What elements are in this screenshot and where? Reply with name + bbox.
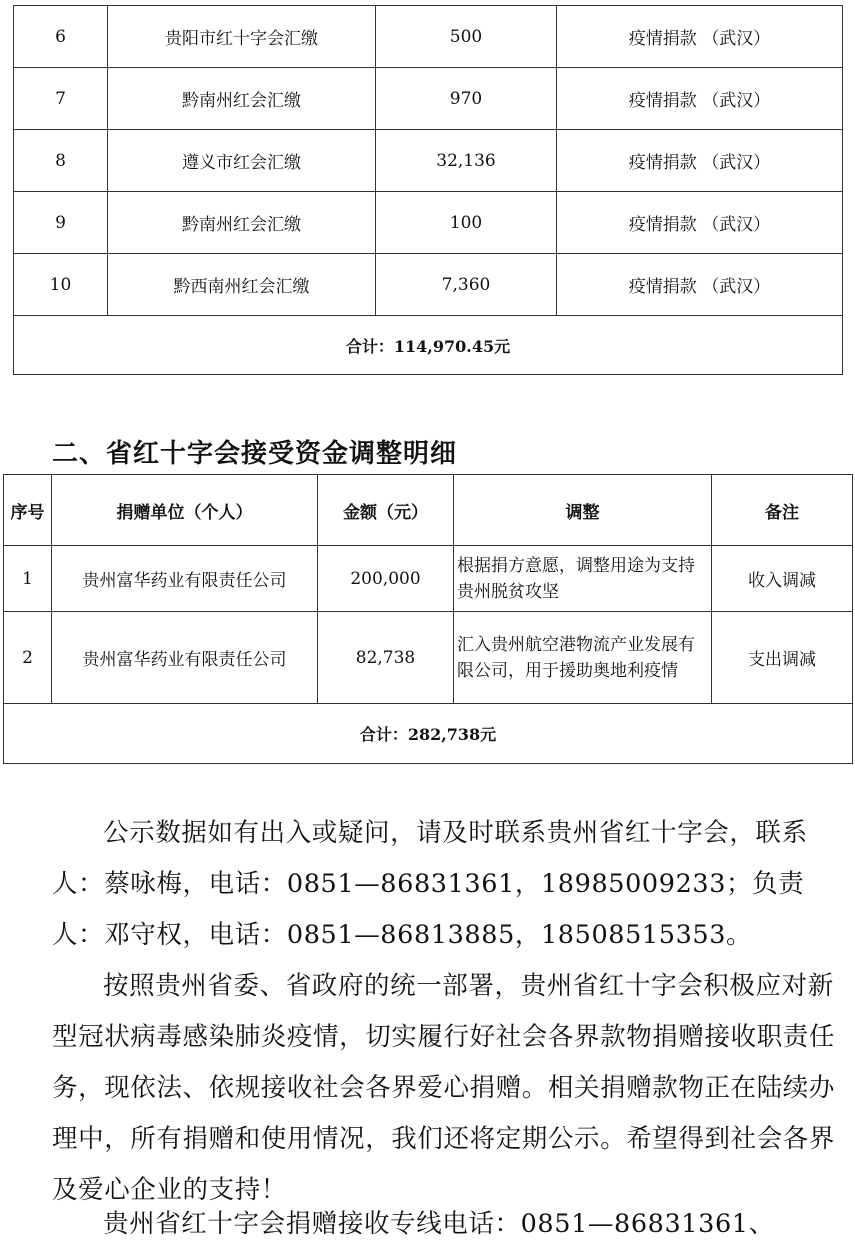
- donation-amount: 500: [376, 6, 557, 68]
- donation-purpose: 疫情捐款 （武汉）: [557, 254, 843, 316]
- donation-amount: 970: [376, 68, 557, 130]
- hotline-paragraph: 贵州省红十字会捐赠接收专线电话：0851—86831361、: [103, 1209, 775, 1239]
- donation-amount: 100: [376, 192, 557, 254]
- donor-unit: 贵州富华药业有限责任公司: [52, 612, 318, 704]
- table-row: [14, 130, 843, 192]
- donation-amount: 7,360: [376, 254, 557, 316]
- donation-purpose: 疫情捐款 （武汉）: [557, 6, 843, 68]
- donor-unit: 黔南州红会汇缴: [108, 192, 376, 254]
- adjust-description: 根据捐方意愿，调整用途为支持贵州脱贫攻坚: [454, 546, 712, 612]
- donation-table-continued: [13, 5, 843, 375]
- header-adjust: 调整: [454, 475, 712, 546]
- row-number: 8: [14, 130, 108, 192]
- header-number: 序号: [4, 475, 52, 546]
- table-row: [14, 6, 843, 68]
- table-header-row: [4, 475, 853, 546]
- header-note: 备注: [712, 475, 853, 546]
- adjust-description: 汇入贵州航空港物流产业发展有限公司，用于援助奥地利疫情: [454, 612, 712, 704]
- row-number: 1: [4, 546, 52, 612]
- header-unit: 捐赠单位（个人）: [52, 475, 318, 546]
- fund-adjustment-table: [3, 474, 853, 764]
- donor-unit: 贵阳市红十字会汇缴: [108, 6, 376, 68]
- donation-purpose: 疫情捐款 （武汉）: [557, 192, 843, 254]
- table-total-row: [4, 704, 853, 764]
- row-number: 6: [14, 6, 108, 68]
- table-row: [14, 192, 843, 254]
- donor-unit: 黔南州红会汇缴: [108, 68, 376, 130]
- table-row: [4, 546, 853, 612]
- row-number: 2: [4, 612, 52, 704]
- donation-amount: 82,738: [318, 612, 454, 704]
- adjust-note: 支出调减: [712, 612, 853, 704]
- table-row: [14, 68, 843, 130]
- donation-amount: 32,136: [376, 130, 557, 192]
- donor-unit: 贵州富华药业有限责任公司: [52, 546, 318, 612]
- total-amount: 合计：114,970.45元: [14, 316, 843, 375]
- donation-amount: 200,000: [318, 546, 454, 612]
- donation-purpose: 疫情捐款 （武汉）: [557, 68, 843, 130]
- donation-purpose: 疫情捐款 （武汉）: [557, 130, 843, 192]
- statement-paragraph: 按照贵州省委、省政府的统一部署，贵州省红十字会积极应对新型冠状病毒感染肺炎疫情，切实履行好社会各界款物捐赠接收职责任务，现依法、依规接收社会各界爱心捐赠。相关捐赠款物正在陆续办理中，所有捐赠和使用情况，我们还将定期公示。希望得到社会各界及爱心企业的支持！: [52, 971, 836, 1205]
- table-row: [14, 254, 843, 316]
- donor-unit: 黔西南州红会汇缴: [108, 254, 376, 316]
- table-total-row: [14, 316, 843, 375]
- row-number: 9: [14, 192, 108, 254]
- row-number: 10: [14, 254, 108, 316]
- header-amount: 金额（元）: [318, 475, 454, 546]
- row-number: 7: [14, 68, 108, 130]
- total-amount: 合计：282,738元: [4, 704, 853, 764]
- table-row: [4, 612, 853, 704]
- donor-unit: 遵义市红会汇缴: [108, 130, 376, 192]
- adjust-note: 收入调减: [712, 546, 853, 612]
- section-title: 二、省红十字会接受资金调整明细: [52, 439, 458, 469]
- contact-paragraph: 公示数据如有出入或疑问，请及时联系贵州省红十字会，联系人：蔡咏梅，电话：0851—86831361，18985009233；负责人：邓守权，电话：0851—86813885，18508515353。: [52, 818, 808, 950]
